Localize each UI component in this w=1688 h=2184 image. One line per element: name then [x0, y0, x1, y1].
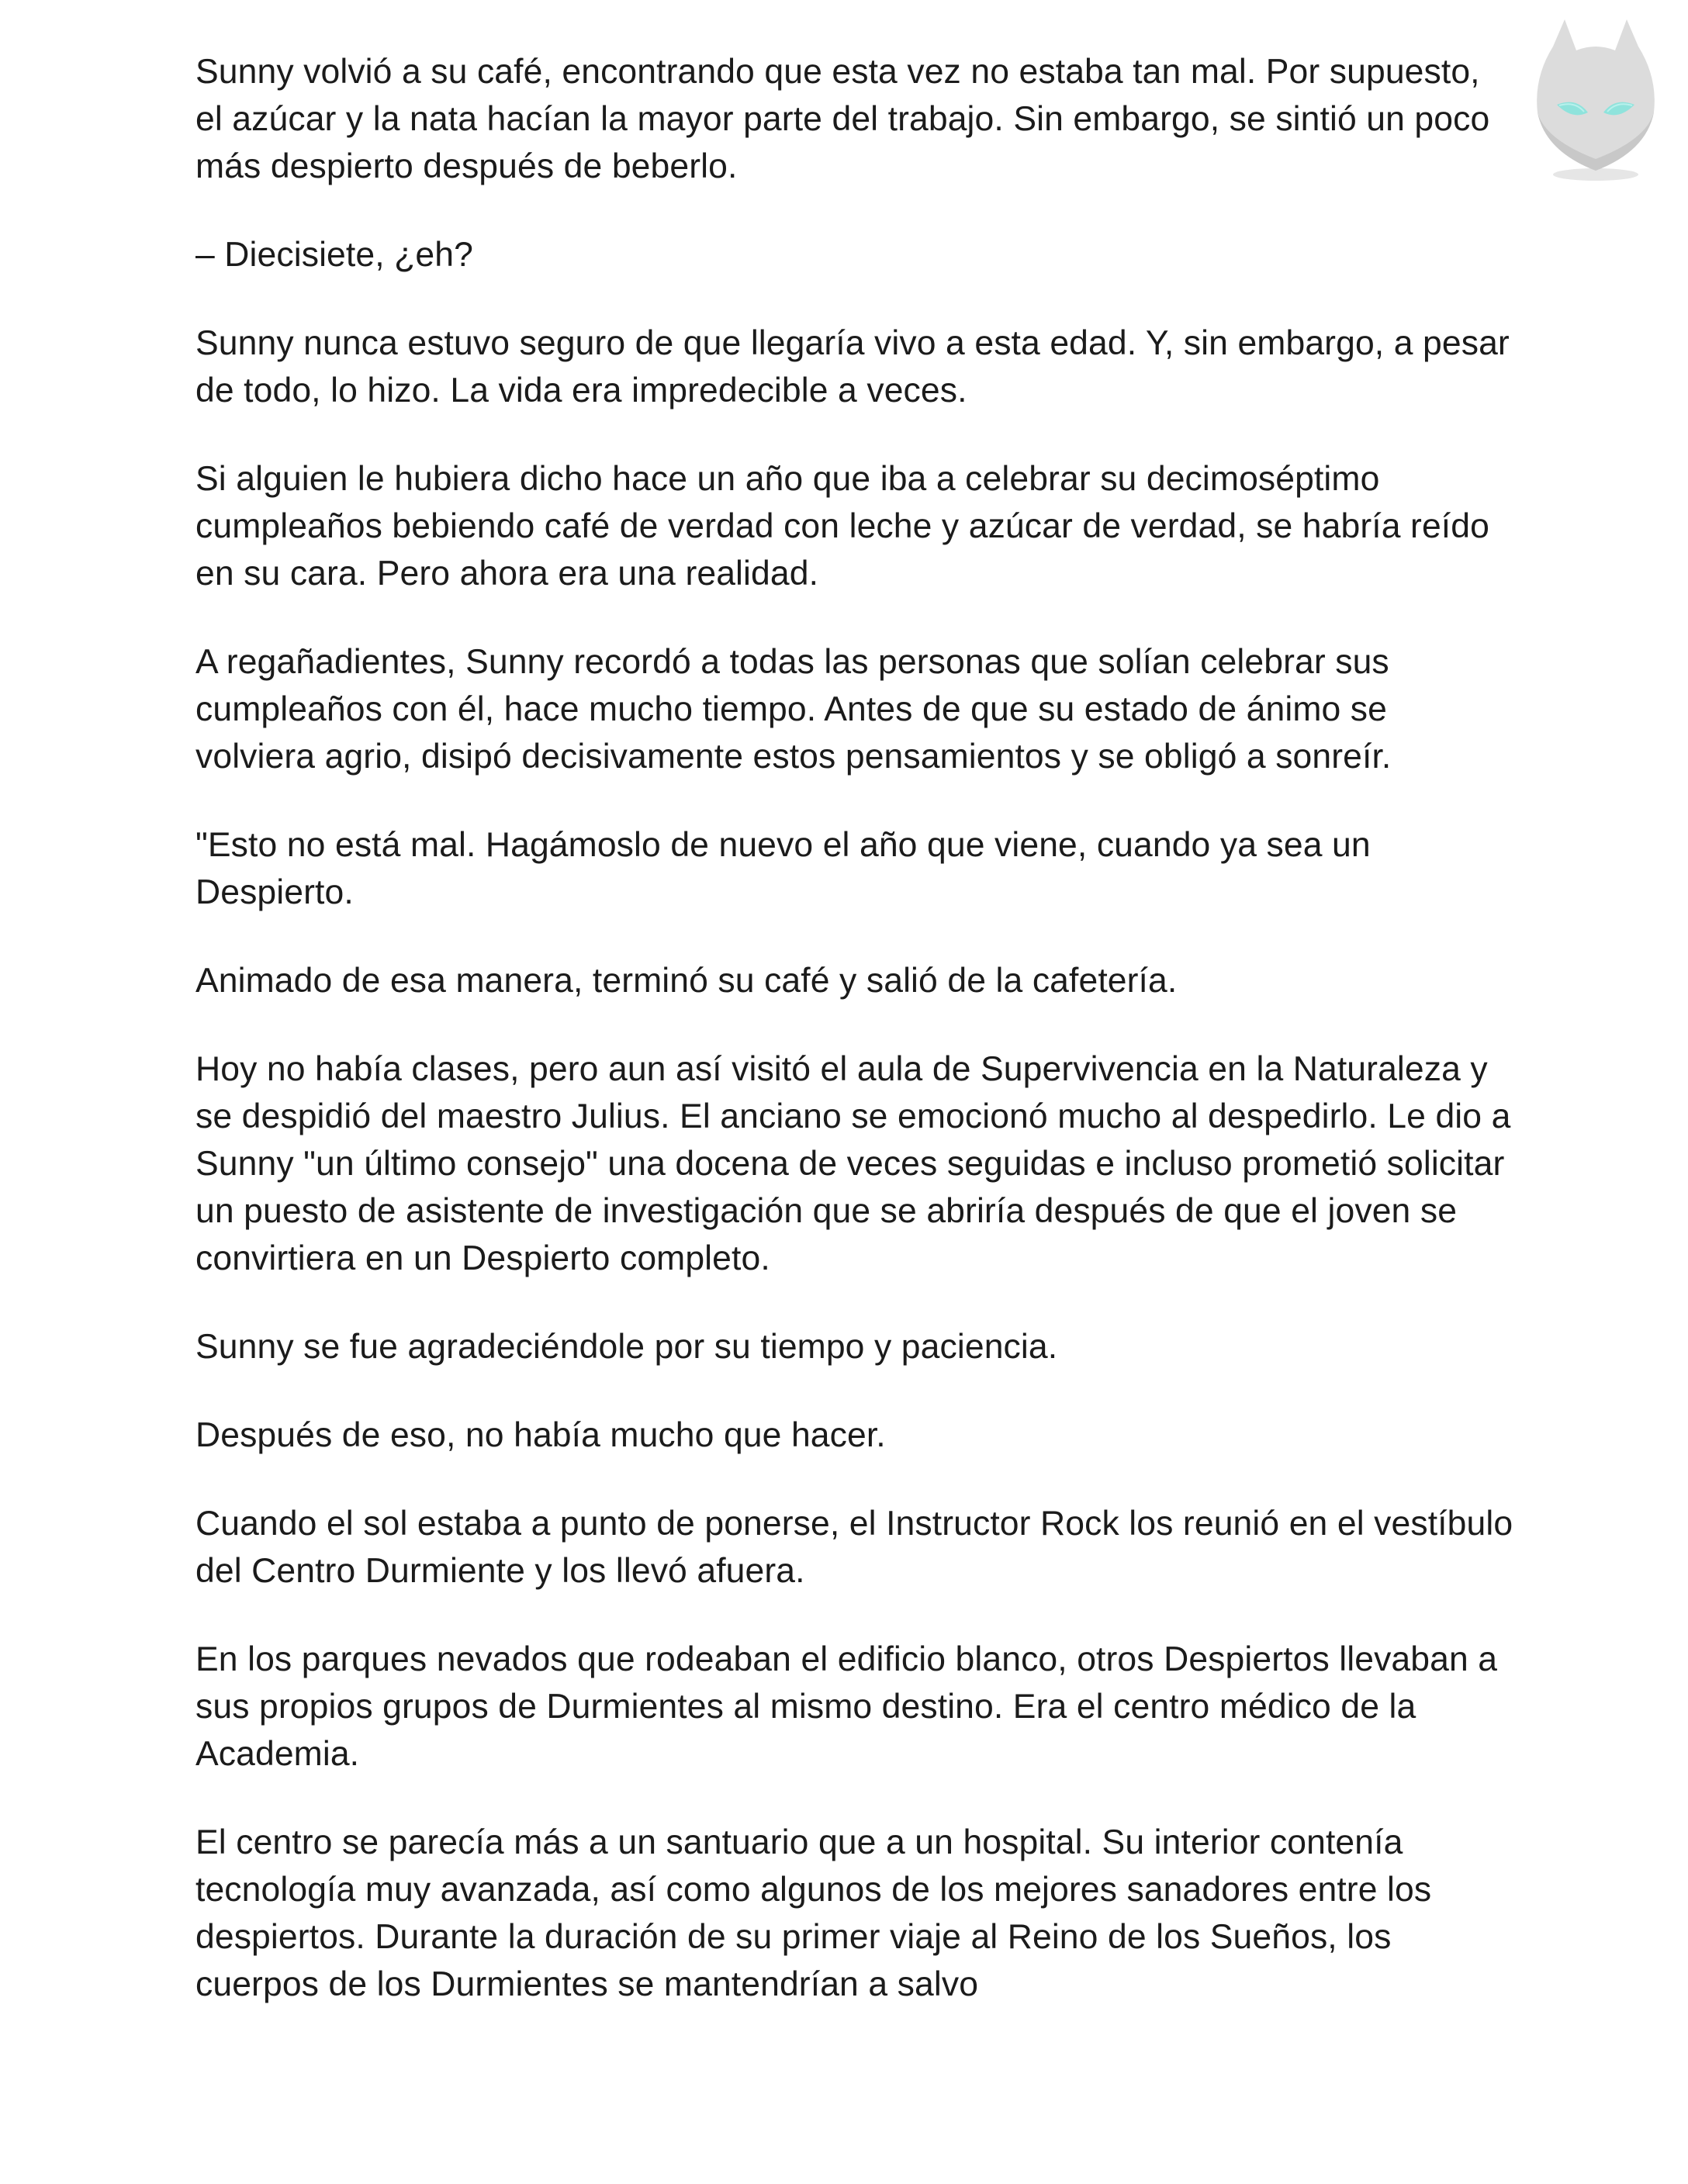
document-body [195, 48, 1514, 2049]
horned-mask-logo [1522, 16, 1669, 186]
paragraph: Animado de esa manera, terminó su café y salió de la cafetería. [195, 962, 1178, 1000]
paragraph: A regañadientes, Sunny recordó a todas las personas que solían celebrar sus cumpleaños con él, hace mucho tiempo. Antes de que su estado de ánimo se volviera agrio, disipó decisivamente estos pensamientos y se obligó a sonreír. [195, 643, 1392, 776]
paragraph: En los parques nevados que rodeaban el edificio blanco, otros Despiertos llevaban a sus propios grupos de Durmientes al mismo destino. Era el centro médico de la Academia. [195, 1640, 1498, 1773]
paragraph: Cuando el sol estaba a punto de ponerse, el Instructor Rock los reunió en el vestíbulo del Centro Durmiente y los llevó afuera. [195, 1505, 1513, 1590]
paragraph: Si alguien le hubiera dicho hace un año que iba a celebrar su decimoséptimo cumpleaños bebiendo café de verdad con leche y azúcar de verdad, se habría reído en su cara. Pero ahora era una realidad. [195, 460, 1489, 593]
paragraph: Sunny volvió a su café, encontrando que esta vez no estaba tan mal. Por supuesto, el azúcar y la nata hacían la mayor parte del trabajo. Sin embargo, se sintió un poco más despierto después de beberlo. [195, 53, 1490, 185]
paragraph: Sunny se fue agradeciéndole por su tiempo y paciencia. [195, 1328, 1058, 1366]
paragraph: Hoy no había clases, pero aun así visitó el aula de Supervivencia en la Naturaleza y se despidió del maestro Julius. El anciano se emocionó mucho al despedirlo. Le dio a Sunny "un último consejo" una docena de veces seguidas e incluso prometió solicitar un puesto de asistente de investigación que se abriría después de que el joven se convirtiera en un Despierto completo. [195, 1050, 1511, 1277]
paragraph: Sunny nunca estuvo seguro de que llegaría vivo a esta edad. Y, sin embargo, a pesar de todo, lo hizo. La vida era impredecible a veces. [195, 324, 1510, 410]
paragraph: – Diecisiete, ¿eh? [195, 236, 473, 274]
paragraph: "Esto no está mal. Hagámoslo de nuevo el año que viene, cuando ya sea un Despierto. [195, 826, 1371, 911]
paragraph: El centro se parecía más a un santuario que a un hospital. Su interior contenía tecnología muy avanzada, así como algunos de los mejores sanadores entre los despiertos. Durante la duración de su primer viaje al Reino de los Sueños, los cuerpos de los Durmientes se mantendrían a salvo [195, 1823, 1432, 2003]
horned-mask-icon [1522, 16, 1669, 186]
paragraph: Después de eso, no había mucho que hacer. [195, 1416, 886, 1454]
